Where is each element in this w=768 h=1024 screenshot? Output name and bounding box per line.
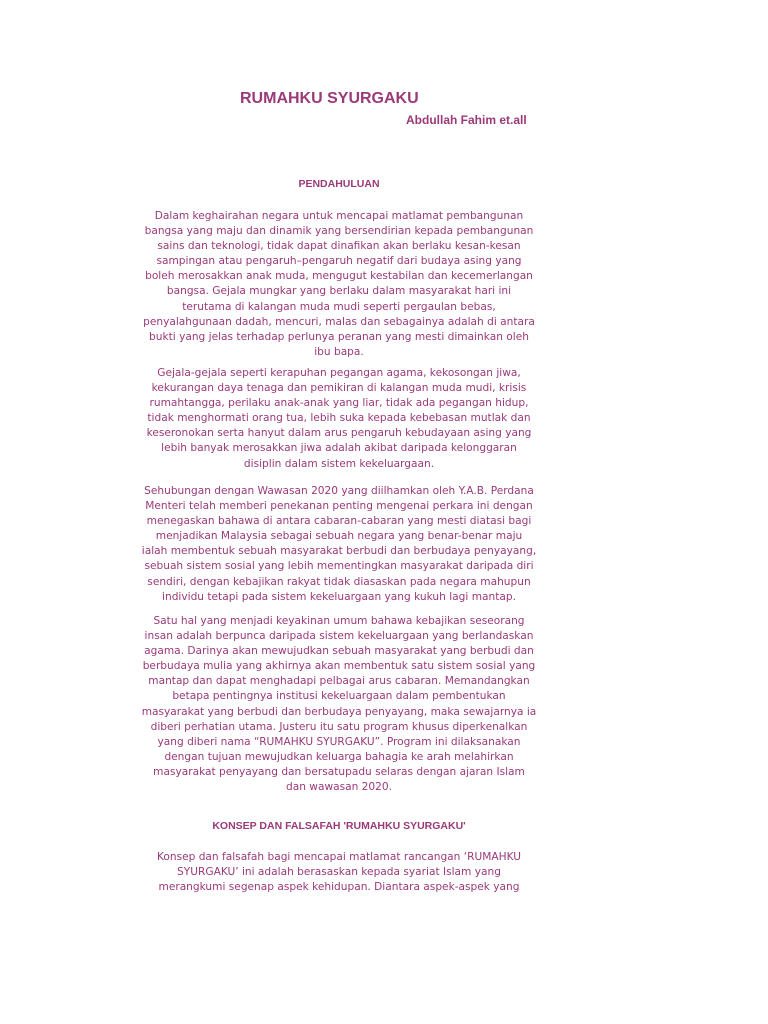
document-title: RUMAHKU SYURGAKU (240, 90, 419, 107)
text-line: Konsep dan falsafah bagi mencapai matlamat rancangan ‘RUMAHKU (156, 851, 522, 863)
section-heading-konsep: KONSEP DAN FALSAFAH 'RUMAHKU SYURGAKU' (212, 820, 466, 832)
text-line: rumahtangga, perilaku anak-anak yang liar, tidak ada pegangan hidup, (149, 397, 529, 410)
paragraph-konsep-1 (110, 850, 568, 895)
text-line: berbudaya mulia yang akhirnya akan membentuk satu sistem sosial yang (142, 660, 536, 673)
text-line: Dalam keghairahan negara untuk mencapai matlamat pembangunan (154, 210, 524, 222)
text-line: sendiri, dengan kebajikan rakyat tidak diasaskan pada negara mahupun (147, 575, 531, 588)
paragraph-intro-3 (110, 484, 568, 605)
text-line: Satu hal yang menjadi keyakinan umum bahawa kebajikan seseorang (153, 615, 525, 627)
text-line: betapa pentingnya institusi kekeluargaan dalam pembentukan (172, 690, 506, 703)
text-line: masyarakat yang berbudi dan berbudaya penyayang, maka sewajarnya ia (141, 705, 537, 718)
text-line: menjadikan Malaysia sebagai sebuah negara yang benar-benar maju (155, 530, 523, 543)
section-heading-pendahuluan: PENDAHULUAN (298, 178, 380, 190)
text-line: sebuah sistem sosial yang lebih mementingkan masyarakat daripada diri (144, 560, 534, 573)
text-line: Gejala-gejala seperti kerapuhan pegangan agama, kekosongan jiwa, (157, 367, 521, 379)
text-line: Menteri telah memberi penekanan penting mengenai perkara ini dengan (145, 500, 533, 513)
text-line: individu tetapi pada sistem kekeluargaan yang kukuh lagi mantap. (162, 590, 516, 603)
text-line: penyalahgunaan dadah, mencuri, malas dan sebagainya adalah di antara (143, 315, 535, 328)
text-line: tidak menghormati orang tua, lebih suka kepada kebebasan mutlak dan (147, 412, 531, 425)
document-author: Abdullah Fahim et.all (406, 113, 527, 127)
paragraph-intro-4 (110, 614, 568, 795)
text-line: merangkumi segenap aspek kehidupan. Diantara aspek-aspek yang (158, 881, 520, 894)
text-line: dengan tujuan mewujudkan keluarga bahagia ke arah melahirkan (164, 750, 514, 763)
text-line: masyarakat penyayang dan bersatupadu selaras dengan ajaran Islam (153, 765, 525, 778)
text-line: dan wawasan 2020. (285, 781, 393, 794)
text-line: terutama di kalangan muda mudi seperti pergaulan bebas, (182, 300, 496, 313)
text-line: keseronokan serta hanyut dalam arus pengaruh kebudayaan asing yang (146, 427, 532, 440)
text-line: Sehubungan dengan Wawasan 2020 yang diilhamkan oleh Y.A.B. Perdana (144, 485, 534, 497)
paragraph-intro-2 (110, 366, 568, 472)
text-line: bangsa yang maju dan dinamik yang bersendirian kepada pembangunan (144, 225, 534, 238)
text-line: mantap dan dapat menghadapi pelbagai arus cabaran. Memandangkan (148, 675, 530, 688)
text-line: bukti yang jelas terhadap perlunya peranan yang mesti dimainkan oleh (149, 330, 529, 343)
text-line: insan adalah berpunca daripada sistem kekeluargaan yang berlandaskan (144, 630, 534, 643)
text-line: bangsa. Gejala mungkar yang berlaku dalam masyarakat hari ini (166, 285, 512, 298)
text-line: SYURGAKU’ ini adalah berasaskan kepada syariat Islam yang (177, 866, 501, 879)
text-line: kekurangan daya tenaga dan pemikiran di kalangan muda mudi, krisis (151, 382, 527, 395)
text-line: lebih banyak merosakkan jiwa adalah akibat daripada kelonggaran (161, 442, 517, 455)
text-line: sains dan teknologi, tidak dapat dinafikan akan berlaku kesan-kesan (157, 240, 521, 253)
text-line: menegaskan bahawa di antara cabaran-cabaran yang mesti diatasi bagi (146, 515, 532, 528)
text-line: agama. Darinya akan mewujudkan sebuah masyarakat yang berbudi dan (144, 645, 534, 658)
text-line: yang diberi nama “RUMAHKU SYURGAKU”. Program ini dilaksanakan (157, 735, 521, 748)
text-line: disiplin dalam sistem kekeluargaan. (243, 457, 435, 470)
text-line: ibu bapa. (314, 345, 364, 358)
text-line: boleh merosakkan anak muda, mengugut kestabilan dan kecemerlangan (145, 270, 533, 283)
text-line: diberi perhatian utama. Justeru itu satu program khusus diperkenalkan (150, 720, 528, 733)
text-line: sampingan atau pengaruh–pengaruh negatif dari budaya asing yang (156, 255, 522, 268)
paragraph-intro-1 (110, 209, 568, 360)
text-line: ialah membentuk sebuah masyarakat berbudi dan berbudaya penyayang, (141, 545, 537, 558)
